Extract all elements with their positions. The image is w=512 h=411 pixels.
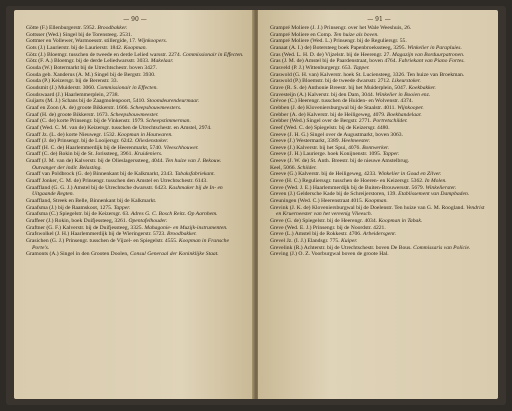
entry-name: Grebber (Wed.) Singel over de Bergstr. 2771. xyxy=(270,118,372,125)
entry-name: Greef (Wed. C. de) Spiegelstr. bij de Keizersgr. 4480. xyxy=(270,124,390,131)
entry-occupation: Ten huize van J. Bekouw. Outvanger der indir. Belasting. xyxy=(32,158,222,171)
entry-name: Graaff van Poldbrock (G. de) Binnenkant bij de Kalkmarkt, 2343. xyxy=(26,171,174,178)
entry-name: Grasichen (G. J.) Prinsengr. tusschen de Vijzel- en Spiegelstr. 4555. xyxy=(26,238,178,244)
entry-name: Greve (Wed. J. E.) Haarlemmerdijk bij de Buiten-Brouwersstr. 5679. xyxy=(270,184,425,191)
page-number-right: — 91 — xyxy=(367,16,391,23)
entry-name: Götz (F. A.) Bloemgr. bij de derde Leliedwarsstr. 3033. xyxy=(26,58,150,65)
entry-name: Gottsser (Wed.) Singel bij de Torensteeg. 2531. xyxy=(26,31,133,38)
entry-name: Graaff Jz. (L. de) korte Nieuwegr. 1532. xyxy=(26,131,116,138)
entry-name: Gouda geb. Xanderus (A. M.) Singel bij de Bergstr. 3930. xyxy=(26,71,156,78)
entry-occupation: In Molen. xyxy=(424,178,447,185)
entry-name: Gouda (P.) Keizersgr. bij de Berenstr. 33. xyxy=(26,78,118,85)
entry-occupation: Vleeschhouwer. xyxy=(163,144,199,151)
directory-entry xyxy=(26,251,244,258)
entry-name: Graaf (Wed. C. M. van de) Keizersgr. tusschen de Utrechtschestr. en Amstel, 2974. xyxy=(26,124,212,131)
entry-occupation: Boekhandelaar. xyxy=(386,111,422,118)
entry-name: Graaf (C. de) korte Prinsengr. bij de Vinkenstr. 1979. xyxy=(26,118,145,125)
entry-occupation: Koopman in Houtwaren. xyxy=(117,131,173,138)
directory-entry xyxy=(270,238,488,245)
entry-name: Greven (J.) Geldersche Kade bij de Schreijerstoren, 139. xyxy=(270,191,397,198)
entry-name: Greeve (J.) Kalverstr. bij het Spui, 4076. xyxy=(270,144,361,151)
entry-occupation: Olieslenstoker. xyxy=(134,138,169,145)
entry-name: Gras (Wed. L. H. D. de) Vijzelstr. bij de Heerengr. 27. xyxy=(270,51,391,58)
entry-name: Greve (G. de) Spiegelstr. bij de Heerengr. 4034. xyxy=(270,218,378,225)
entry-occupation: Winkelier in Parapluies. xyxy=(407,44,462,51)
directory-entry xyxy=(270,231,488,238)
directory-entry xyxy=(26,32,244,39)
entry-occupation: Winkelier in Goud en Zilver. xyxy=(377,171,442,178)
entry-name: Grampré Moliere (Wed. L.) Prinsengr. bij de Reguliersgr. 55. xyxy=(270,38,407,45)
entry-occupation: Winkelierster. xyxy=(425,184,457,191)
entry-occupation: Vendrist en Kruerneester van het vereenig Vlieesch. xyxy=(276,204,485,218)
entry-occupation: Stoomdeurendeurmaar. xyxy=(146,98,200,105)
directory-entry xyxy=(270,158,488,165)
directory-entry xyxy=(270,98,488,105)
entry-name: Greeve (J.) Westermarkt, 3389. xyxy=(270,138,340,145)
directory-entry xyxy=(26,138,244,145)
directory-entry xyxy=(270,118,488,125)
directory-entry xyxy=(270,251,488,258)
entry-name: Greving (J.) O. Z. Voorburgwal boven de groote Hal. xyxy=(270,251,389,258)
directory-entry xyxy=(26,185,244,198)
entry-occupation: Wijnkoopers. xyxy=(137,38,168,45)
directory-entry xyxy=(26,178,244,185)
entry-occupation: Likeurstoker. xyxy=(391,78,421,85)
entry-name: Graaf (H. de) groote Bikkerstr. 1673. xyxy=(26,111,109,118)
entry-name: Gottmer en Vollewer, Warmoesstr. stillergide, 17. xyxy=(26,38,137,45)
entry-name: Grévoe (C.) Heerengr. tusschen de Huiden- en Wolvenstr. 4374. xyxy=(270,98,413,105)
entry-occupation: Magazijn van Borduurpatronen. xyxy=(392,51,465,58)
entry-name: Graaf en Zoon (A. de) groote Bikkerstr. 1666. xyxy=(26,104,129,111)
entry-occupation: Koopman in Fransche Porte's. xyxy=(32,238,229,251)
entry-name: Götte (F.) Ellenburgerstr. 5952. xyxy=(26,25,96,31)
directory-entry xyxy=(270,25,488,32)
directory-entry xyxy=(270,58,488,65)
directory-entry xyxy=(26,58,244,65)
right-page xyxy=(258,10,498,399)
directory-entry xyxy=(26,218,244,225)
entry-name: Goudswaard (J.) Haarlemmerplein, 2738. xyxy=(26,91,119,98)
directory-entry xyxy=(26,105,244,112)
entry-occupation: Broodbakker. xyxy=(167,231,197,238)
entry-occupation: Tapper. xyxy=(113,204,131,211)
entry-name: Greve (L.) Amstel bij de Rokkestr. 4706. xyxy=(270,231,362,238)
directory-entry xyxy=(26,45,244,52)
entry-name: Goudsmit (J.) Muiderstr. 3060. xyxy=(26,84,96,91)
directory-entry xyxy=(26,85,244,92)
entry-occupation: Etablissement van Dampbaden. xyxy=(398,191,470,198)
entry-occupation: Opentafelhouder. xyxy=(128,218,168,225)
entry-name: Graaff (J. M. van de) Kalverstr. bij de Olieslagerssteeg, 4044. xyxy=(26,158,164,165)
entry-name: Greeve (G.) Kalverstr. bij de Heiligeweg, 4233. xyxy=(270,171,377,178)
entry-occupation: Commissaris van Policie. xyxy=(413,244,471,251)
entry-name: Graffeer (J.) Rokin, boek Duifjessteeg, 3261. xyxy=(26,218,128,225)
directory-entry xyxy=(26,25,244,32)
directory-entry xyxy=(270,85,488,92)
left-page xyxy=(14,10,254,399)
entry-occupation: Scheepsbouwmeesters. xyxy=(130,104,182,111)
entry-name: Gots (J.) Laurierstr. bij de Laurierstr. 1842. xyxy=(26,44,123,51)
entry-name: Graafsma (J.) bij de Raamskoot, 1275. xyxy=(26,204,113,211)
entry-occupation: Wijnkooper. xyxy=(397,104,424,111)
entry-occupation: Scheepsbouwmeester. xyxy=(110,111,159,118)
directory-list-right xyxy=(270,25,488,258)
entry-name: Grasveld (P. J.) Wittenburgergr. 653. xyxy=(270,64,352,71)
entry-name: Graswold (P.) Bloemstr. bij de tweede dwarsstr. 2712. xyxy=(270,78,391,85)
entry-name: Gras (J. M. de) Amstel bij de Paardenstraat, boven 4764. xyxy=(270,58,397,65)
entry-name: Gouda (W.) Botermarkt bij de Utrechtschestr. boven 3427. xyxy=(26,64,157,71)
entry-occupation: Schilder. xyxy=(297,164,317,171)
entry-name: Graaffland (G. G. J.) Amstel bij de Utrechtsche dwarsstr. 6423. xyxy=(26,184,168,191)
entry-occupation: Koopman. xyxy=(364,198,388,205)
entry-name: Greeve (J. H. G.) Singel over de Augustmarkt, boven 3063. xyxy=(270,131,403,138)
entry-name: Gravesteijn (A.) Kalverstr. bij den Dam, 3044. xyxy=(270,91,375,98)
entry-name: Grafswolkel (J. H.) Haarlemmerdijk bij de Wieringerstr. 5723. xyxy=(26,231,166,238)
entry-name: Götz (J.) Bloemgr. tusschen de tweede en derde Lelied warsstr. 2274. xyxy=(26,51,182,58)
page-number-left: — 90 — xyxy=(123,16,147,23)
directory-entry xyxy=(270,78,488,85)
entry-occupation: Makelaar. xyxy=(150,58,174,65)
entry-occupation: Adres G. C. Bosch Reitz. Op Aarnhem. xyxy=(130,211,218,218)
entry-occupation: Scheepstimmerman. xyxy=(145,118,191,125)
directory-entry xyxy=(270,178,488,185)
entry-occupation: Fabriekant van Piano Fortes. xyxy=(398,58,465,65)
entry-occupation: Commissionair in Effecten. xyxy=(96,84,158,91)
entry-occupation: Ten huize als boven. xyxy=(333,31,379,38)
directory-entry xyxy=(26,78,244,85)
directory-entry xyxy=(26,158,244,171)
entry-occupation: Broodbakker. xyxy=(97,25,128,31)
directory-entry xyxy=(270,138,488,145)
directory-entry xyxy=(270,125,488,132)
entry-name: Grevelink (R.) Achterstr. bij de Utrechtschestr. boven De Bous. xyxy=(270,244,412,251)
entry-name: Graftner (G. F.) Kalverstr. bij de Duifjessteeg, 3325. xyxy=(26,224,143,231)
directory-entry xyxy=(270,105,488,112)
directory-entry xyxy=(270,65,488,72)
entry-name: Greuningen (Wed. C.) Heerenstraat 4015. xyxy=(270,198,364,205)
entry-name: Greeve (J. W. de) St. Anth. Breestr. bij de nieuwe Amstelbrug. xyxy=(270,158,410,165)
directory-entry xyxy=(26,118,244,125)
directory-entry xyxy=(270,205,488,218)
entry-name: Graaff (H. C. de) Haarlemmerdijk bij de Heerenmarkt, 5740. xyxy=(26,144,163,151)
entry-occupation: Tapper. xyxy=(382,151,400,158)
entry-occupation: Koopman in Tabak. xyxy=(378,218,423,225)
entry-occupation: Bontwerker. xyxy=(362,144,390,151)
entry-name: Grampré Moliere en Comp. xyxy=(270,31,333,38)
entry-occupation: Koopman. xyxy=(123,44,147,51)
directory-entry xyxy=(270,198,488,205)
entry-name: Greve (H. C.) Regulierssgr. tusschen de Hoeren- en Keizersgr. 5362. xyxy=(270,178,424,185)
entry-name: Keel, 5066. xyxy=(270,164,296,171)
entry-occupation: Koekbakker. xyxy=(408,84,436,91)
open-book xyxy=(6,6,506,405)
directory-entry xyxy=(26,38,244,45)
entry-name: Grebben (J. de) Kloveniersburgwal bij de Staalstr. 4011. xyxy=(270,104,396,111)
entry-name: Guijarts (M. J.) Schans bij de Zaagmolenpoort, 5410. xyxy=(26,98,146,105)
directory-entry xyxy=(270,45,488,52)
entry-name: Graaffland, Streek en Belle, Binnenkant bij de Kalkmarkt. xyxy=(26,198,157,205)
entry-occupation: Tabaksfabriekant. xyxy=(174,171,215,178)
entry-name: Graswold (G. H. van) Kalverstr. hoek St. Luciensteeg, 3326. Ten huize van Broekman. xyxy=(270,71,465,78)
entry-name: Graafsma (C.) Spiegelstr. bij de Keizersgr. 63. xyxy=(26,211,130,218)
directory-entry xyxy=(26,125,244,132)
directory-entry xyxy=(26,65,244,72)
entry-name: Grebber (A. de) Kalverstr. bij de Heiligeweg, 4079. xyxy=(270,111,386,118)
directory-entry xyxy=(270,218,488,225)
entry-occupation: Consul Generaal der Koninklijke Staat. xyxy=(129,251,219,258)
entry-name: Graaff (J. de) Prinsengr. bij de Looijersgr. 6242. xyxy=(26,138,134,145)
entry-name: Graaff (C. de) Rokin bij de St. Jorissteeg, 3961. xyxy=(26,151,133,158)
entry-name: Granaat (A. I.) de) Botersteeg boek Papenbroekssteeg, 3295. xyxy=(270,44,406,51)
entry-occupation: Mahagonie- en Muzijk-instrumenten. xyxy=(144,224,228,231)
entry-name: Grevel Jz. (I. J.) Elandsgr. 775. xyxy=(270,238,340,244)
directory-list-left xyxy=(26,25,244,258)
entry-occupation: Tapper. xyxy=(353,64,370,71)
entry-name: Graaff Jonker, C. M. de) Prinsengr. tusschen den Amstel en Utrechtschestr. 6143. xyxy=(26,178,208,185)
directory-entry xyxy=(26,238,244,251)
entry-occupation: Heelmeester. xyxy=(341,138,371,145)
entry-occupation: Commissionair in Effecten. xyxy=(182,51,244,58)
entry-occupation: Kuiper. xyxy=(341,238,358,244)
entry-occupation: Kruideniers. xyxy=(134,151,163,158)
directory-entry xyxy=(26,231,244,238)
entry-occupation: Kashmaker bij de In- en Uitgaande Regten. xyxy=(32,184,223,198)
entry-name: Greve (Wed. E. J.) Prinsengr. bij de Noordstr. 4221. xyxy=(270,224,386,231)
entry-occupation: Arbeidersgenr. xyxy=(362,231,397,238)
directory-entry xyxy=(26,198,244,205)
entry-name: Greeve (J. H.) Laurierge. hoek Konijnenstr. 1095. xyxy=(270,151,382,158)
entry-name: Gramonts (A.) Singel in den Grooten Doolen, xyxy=(26,251,129,258)
directory-entry xyxy=(270,38,488,45)
entry-name: Grave (R. S. de) Anthonie Breestr. bij het Muiderplein, 5047. xyxy=(270,84,408,91)
directory-entry xyxy=(26,98,244,105)
entry-name: Grampré Moliere (J. J.) Prinsengr. over het Wale Weeshuis, 26. xyxy=(270,25,412,31)
entry-occupation: Portretschilder. xyxy=(372,118,408,125)
entry-name: Grevink (J. K. de) Kloveniersburgwal bij de Doelenstr. Ten huize van G. M. Roogland. xyxy=(270,204,465,211)
entry-occupation: Winkelier in Booien enz. xyxy=(375,91,431,98)
